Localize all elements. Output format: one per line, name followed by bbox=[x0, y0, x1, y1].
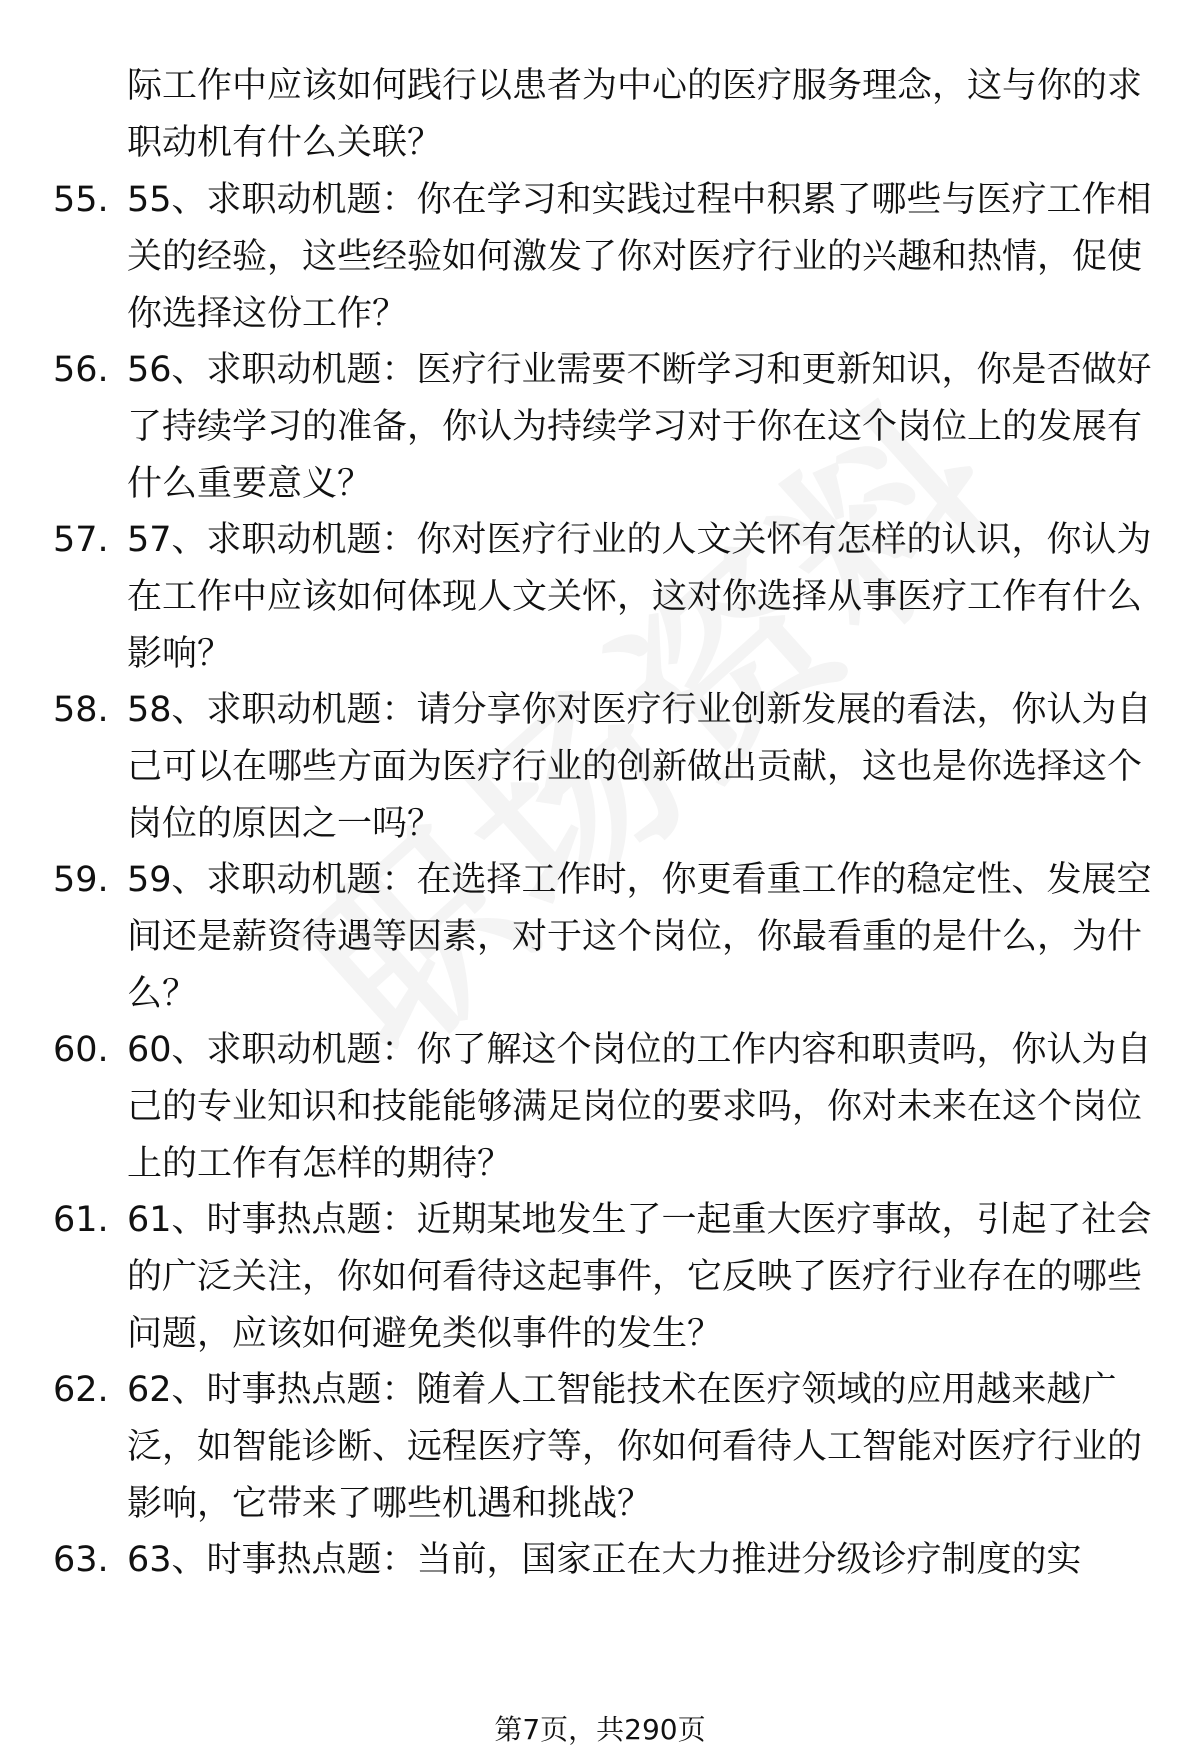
item-text: 59、求职动机题：在选择工作时，你更看重工作的稳定性、发展空间还是薪资待遇等因素，对于这个岗位，你最看重的是什么，为什么？ bbox=[127, 860, 1152, 1014]
item-number: 62. bbox=[53, 1370, 109, 1410]
item-text: 55、求职动机题：你在学习和实践过程中积累了哪些与医疗工作相关的经验，这些经验如何激发了你对医疗行业的兴趣和热情，促使你选择这份工作？ bbox=[127, 180, 1152, 334]
item-number: 55. bbox=[53, 180, 109, 220]
item-number: 60. bbox=[53, 1030, 109, 1070]
item-text: 63、时事热点题：当前，国家正在大力推进分级诊疗制度的实 bbox=[127, 1540, 1082, 1580]
item-number: 57. bbox=[53, 520, 109, 560]
item-text: 58、求职动机题：请分享你对医疗行业创新发展的看法，你认为自己可以在哪些方面为医疗行业的创新做出贡献，这也是你选择这个岗位的原因之一吗？ bbox=[127, 690, 1152, 844]
item-number: 61. bbox=[53, 1200, 109, 1240]
item-number: 58. bbox=[53, 690, 109, 730]
item-number: 59. bbox=[53, 860, 109, 900]
item-number: 63. bbox=[53, 1540, 109, 1580]
item-text: 61、时事热点题：近期某地发生了一起重大医疗事故，引起了社会的广泛关注，你如何看待这起事件，它反映了医疗行业存在的哪些问题，应该如何避免类似事件的发生？ bbox=[127, 1200, 1152, 1354]
item-text: 62、时事热点题：随着人工智能技术在医疗领域的应用越来越广泛，如智能诊断、远程医疗等，你如何看待人工智能对医疗行业的影响，它带来了哪些机遇和挑战？ bbox=[127, 1370, 1143, 1524]
continued-question-text: 际工作中应该如何践行以患者为中心的医疗服务理念，这与你的求职动机有什么关联？ bbox=[127, 66, 1143, 163]
page-footer: 第7页，共290页 bbox=[494, 1713, 706, 1746]
item-text: 60、求职动机题：你了解这个岗位的工作内容和职责吗，你认为自己的专业知识和技能能够满足岗位的要求吗，你对未来在这个岗位上的工作有怎样的期待？ bbox=[127, 1030, 1152, 1184]
item-number: 56. bbox=[53, 350, 109, 390]
item-text: 57、求职动机题：你对医疗行业的人文关怀有怎样的认识，你认为在工作中应该如何体现人文关怀，这对你选择从事医疗工作有什么影响？ bbox=[127, 520, 1152, 674]
item-text: 56、求职动机题：医疗行业需要不断学习和更新知识，你是否做好了持续学习的准备，你认为持续学习对于你在这个岗位上的发展有什么重要意义？ bbox=[127, 350, 1152, 504]
